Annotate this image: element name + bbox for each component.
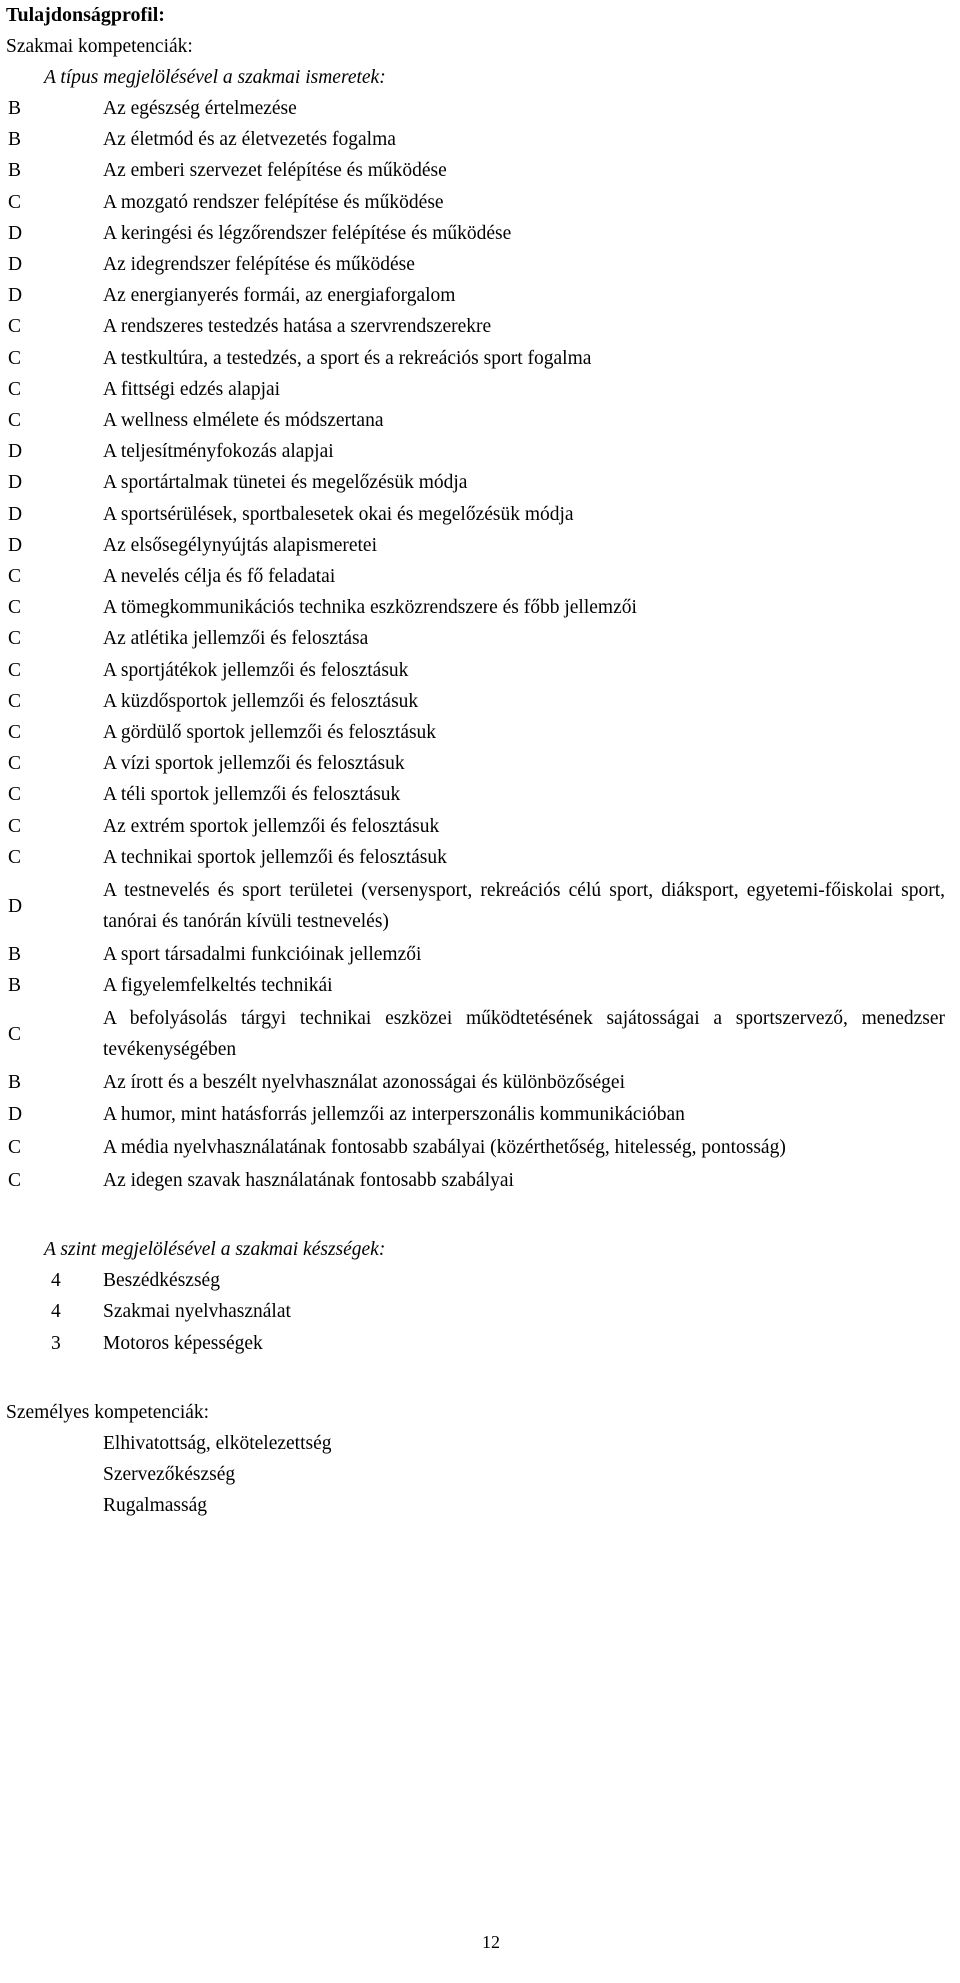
knowledge-text: Az elsősegélynyújtás alapismeretei bbox=[103, 534, 377, 556]
knowledge-text: A mozgató rendszer felépítése és működése bbox=[103, 191, 444, 213]
personal-item: Elhivatottság, elkötelezettség bbox=[103, 1432, 332, 1454]
personal-competencies-label: Személyes kompetenciák: bbox=[6, 1401, 210, 1423]
knowledge-code: B bbox=[8, 160, 22, 182]
skill-level: 4 bbox=[51, 1270, 61, 1292]
knowledge-code: C bbox=[8, 1136, 22, 1158]
knowledge-text: A fittségi edzés alapjai bbox=[103, 378, 281, 400]
knowledge-text: Az extrém sportok jellemzői és felosztásuk bbox=[103, 815, 440, 837]
knowledge-text: A sport társadalmi funkcióinak jellemzői bbox=[103, 944, 422, 966]
knowledge-code: D bbox=[8, 472, 23, 494]
knowledge-code: D bbox=[8, 222, 23, 244]
knowledge-code: D bbox=[8, 285, 23, 307]
page-title: Tulajdonságprofil: bbox=[6, 4, 165, 26]
knowledge-text: A küzdősportok jellemzői és felosztásuk bbox=[103, 690, 419, 712]
knowledge-text: A figyelemfelkeltés technikái bbox=[103, 975, 333, 997]
knowledge-text: A teljesítményfokozás alapjai bbox=[103, 441, 334, 463]
knowledge-text: A gördülő sportok jellemzői és felosztásuk bbox=[103, 722, 437, 744]
knowledge-text: A rendszeres testedzés hatása a szervrendszerekre bbox=[103, 316, 492, 338]
skill-text: Beszédkészség bbox=[103, 1270, 220, 1292]
personal-item: Szervezőkészség bbox=[103, 1464, 236, 1486]
knowledge-text: Az emberi szervezet felépítése és működése bbox=[103, 160, 447, 182]
knowledge-text: A testkultúra, a testedzés, a sport és a rekreációs sport fogalma bbox=[103, 347, 592, 369]
skills-heading: A szint megjelölésével a szakmai készségek: bbox=[44, 1239, 386, 1261]
knowledge-code: C bbox=[8, 597, 22, 619]
knowledge-code: C bbox=[8, 815, 22, 837]
knowledge-code: D bbox=[8, 534, 23, 556]
knowledge-code: B bbox=[8, 129, 22, 151]
knowledge-text: A befolyásolás tárgyi technikai eszközei működtetésének sajátosságai a sportszervező, menedzser tevékenységében bbox=[103, 1008, 945, 1061]
knowledge-code: C bbox=[8, 784, 22, 806]
knowledge-code: B bbox=[8, 98, 22, 119]
knowledge-text: A wellness elmélete és módszertana bbox=[103, 410, 384, 432]
knowledge-text: A média nyelvhasználatának fontosabb szabályai (közérthetőség, hitelesség, pontosság) bbox=[103, 1136, 786, 1158]
personal-list bbox=[6, 1428, 956, 1522]
personal-section bbox=[6, 1397, 956, 1522]
knowledge-code: D bbox=[8, 503, 23, 525]
knowledge-code: C bbox=[8, 410, 22, 432]
knowledge-code: C bbox=[8, 690, 22, 712]
knowledge-text: A tömegkommunikációs technika eszközrendszere és főbb jellemzői bbox=[103, 597, 637, 619]
knowledge-text: Az idegrendszer felépítése és működése bbox=[103, 254, 415, 276]
knowledge-text: A keringési és légzőrendszer felépítése és működése bbox=[103, 222, 512, 244]
knowledge-code: B bbox=[8, 944, 22, 966]
knowledge-text: Az életmód és az életvezetés fogalma bbox=[103, 129, 396, 151]
skill-text: Szakmai nyelvhasználat bbox=[103, 1301, 291, 1323]
knowledge-text: A téli sportok jellemzői és felosztásuk bbox=[103, 784, 401, 806]
knowledge-heading: A típus megjelölésével a szakmai ismeretek: bbox=[44, 67, 386, 88]
knowledge-code: C bbox=[8, 1170, 22, 1192]
knowledge-text: A nevelés célja és fő feladatai bbox=[103, 566, 336, 588]
knowledge-text: Az idegen szavak használatának fontosabb szabályai bbox=[103, 1170, 514, 1192]
knowledge-code: C bbox=[8, 1023, 22, 1045]
knowledge-code: C bbox=[8, 378, 22, 400]
knowledge-code: C bbox=[8, 628, 22, 650]
knowledge-code: C bbox=[8, 191, 22, 213]
knowledge-text: A sportjátékok jellemzői és felosztásuk bbox=[103, 659, 409, 681]
knowledge-code: D bbox=[8, 1103, 23, 1125]
professional-competencies-label: Szakmai kompetenciák: bbox=[6, 36, 193, 57]
skills-list bbox=[6, 1265, 956, 1359]
knowledge-list bbox=[6, 93, 945, 1196]
knowledge-text: A vízi sportok jellemzői és felosztásuk bbox=[103, 753, 405, 775]
knowledge-code: C bbox=[8, 659, 22, 681]
knowledge-text: Az atlétika jellemzői és felosztása bbox=[103, 628, 369, 650]
knowledge-code: C bbox=[8, 316, 22, 338]
page-number: 12 bbox=[482, 1932, 500, 1952]
skill-level: 4 bbox=[51, 1301, 61, 1323]
knowledge-code: D bbox=[8, 441, 23, 463]
knowledge-code: D bbox=[8, 254, 23, 276]
knowledge-text: A humor, mint hatásforrás jellemzői az interperszonális kommunikációban bbox=[103, 1103, 685, 1125]
knowledge-text: A sportártalmak tünetei és megelőzésük módja bbox=[103, 472, 468, 494]
knowledge-code: D bbox=[8, 895, 23, 917]
knowledge-text: Az energianyerés formái, az energiaforgalom bbox=[103, 285, 456, 307]
knowledge-code: C bbox=[8, 722, 22, 744]
knowledge-text: A sportsérülések, sportbalesetek okai és megelőzésük módja bbox=[103, 503, 574, 525]
knowledge-code: B bbox=[8, 975, 22, 997]
knowledge-code: C bbox=[8, 846, 22, 868]
knowledge-code: C bbox=[8, 566, 22, 588]
knowledge-text: Az írott és a beszélt nyelvhasználat azonosságai és különbözőségei bbox=[103, 1072, 625, 1094]
knowledge-code: B bbox=[8, 1072, 22, 1094]
knowledge-code: C bbox=[8, 347, 22, 369]
skill-level: 3 bbox=[51, 1332, 61, 1354]
knowledge-text: A technikai sportok jellemzői és felosztásuk bbox=[103, 846, 447, 868]
knowledge-code: C bbox=[8, 753, 22, 775]
document-page bbox=[6, 0, 956, 1522]
knowledge-text: Az egészség értelmezése bbox=[103, 98, 297, 119]
skills-section bbox=[6, 1234, 956, 1359]
knowledge-text: A testnevelés és sport területei (versenysport, rekreációs célú sport, diáksport, egyetemi-főiskolai sport, tanórai és tanórán kívüli testnevelés) bbox=[103, 880, 945, 933]
skill-text: Motoros képességek bbox=[103, 1332, 263, 1354]
personal-item: Rugalmasság bbox=[103, 1495, 207, 1517]
